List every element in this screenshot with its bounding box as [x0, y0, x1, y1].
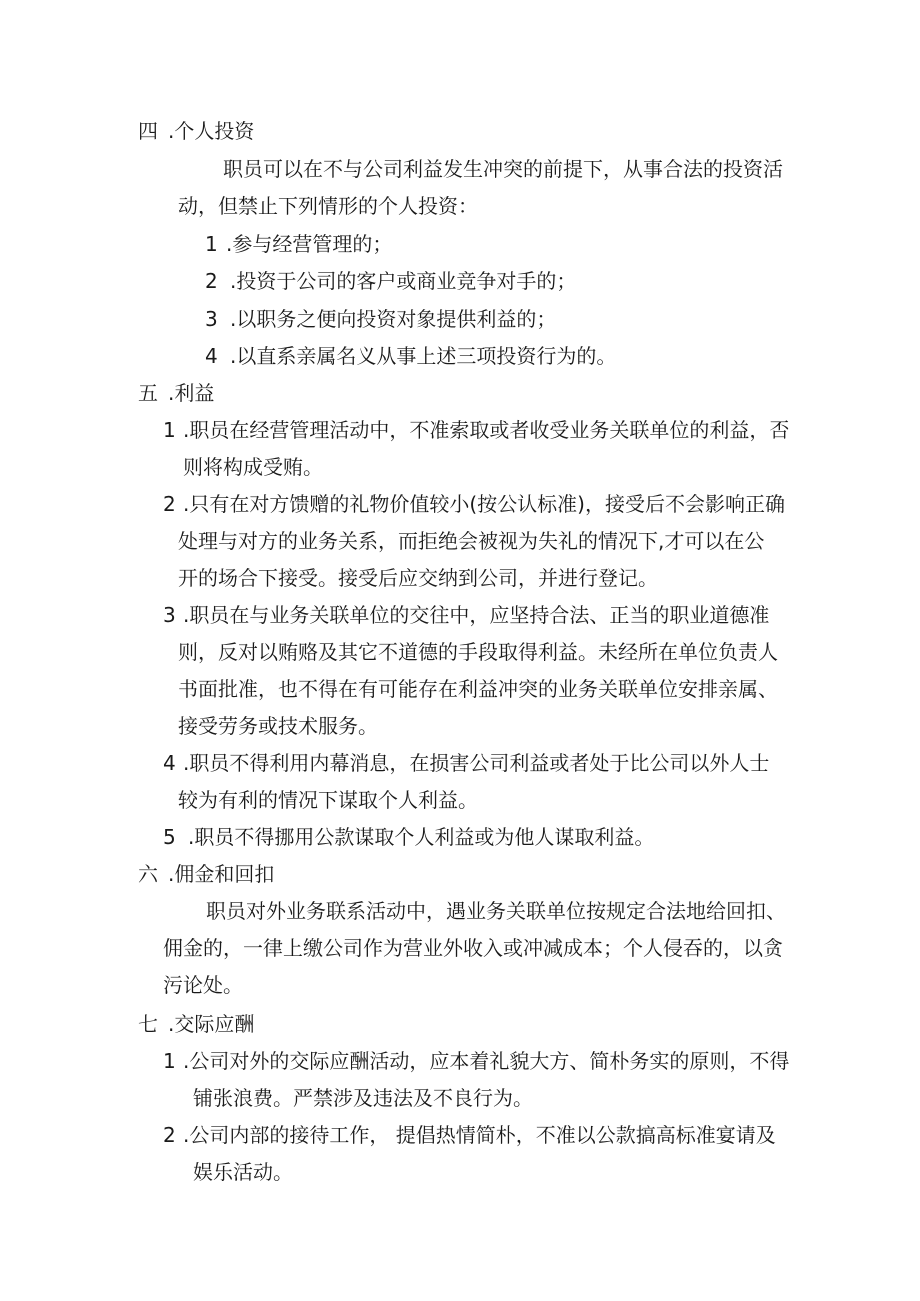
- section-4-para-line-2: 动，但禁止下列情形的个人投资：: [178, 194, 478, 218]
- section-7-item-2-line-1: .公司内部的接待工作， 提倡热情简朴，不准以公款搞高标准宴请及: [183, 1123, 776, 1147]
- section-4-para-line-1: 职员可以在不与公司利益发生冲突的前提下，从事合法的投资活: [223, 157, 783, 181]
- section-4-item-2-text: .投资于公司的客户或商业竞争对手的；: [230, 269, 577, 293]
- section-5-item-1-number: 1: [163, 418, 176, 442]
- section-5-item-5-number: 5: [163, 825, 176, 849]
- section-5-item-2-line-3: 开的场合下接受。接受后应交纳到公司，并进行登记。: [178, 566, 658, 590]
- section-5-item-3-line-1: .职员在与业务关联单位的交往中，应坚持合法、正当的职业道德准: [183, 603, 770, 627]
- section-4-item-3-number: 3: [205, 307, 218, 331]
- section-7-number: 七: [138, 1012, 158, 1036]
- section-5-item-2-number: 2: [163, 492, 176, 516]
- section-7-item-2-number: 2: [163, 1123, 176, 1147]
- section-4-number: 四: [138, 119, 158, 143]
- section-6-para-line-2: 佣金的，一律上缴公司作为营业外收入或冲减成本；个人侵吞的，以贪: [163, 936, 783, 960]
- section-5-item-5-line-1: .职员不得挪用公款谋取个人利益或为他人谋取利益。: [188, 825, 655, 849]
- section-5-item-3-line-3: 书面批准，也不得在有可能存在利益冲突的业务关联单位安排亲属、: [178, 677, 778, 701]
- section-4-title: .个人投资: [168, 119, 255, 143]
- section-4-item-4-text: .以直系亲属名义从事上述三项投资行为的。: [230, 344, 617, 368]
- section-5-item-4-line-1: .职员不得利用内幕消息，在损害公司利益或者处于比公司以外人士: [183, 751, 770, 775]
- section-5-item-4-line-2: 较为有利的情况下谋取个人利益。: [178, 788, 478, 812]
- section-5-item-3-number: 3: [163, 603, 176, 627]
- section-7-item-2-line-2: 娱乐活动。: [193, 1160, 293, 1184]
- section-4-item-2-number: 2: [205, 269, 218, 293]
- section-4-item-1-text: .参与经营管理的；: [226, 232, 393, 256]
- section-5-item-3-line-2: 则，反对以贿赂及其它不道德的手段取得利益。未经所在单位负责人: [178, 640, 778, 664]
- section-4-item-3-text: .以职务之便向投资对象提供利益的；: [230, 307, 557, 331]
- section-6-para-line-1: 职员对外业务联系活动中，遇业务关联单位按规定合法地给回扣、: [206, 899, 786, 923]
- section-5-item-1-line-2: 则将构成受贿。: [183, 455, 323, 479]
- section-5-item-2-line-1: .只有在对方馈赠的礼物价值较小(按公认标准)，接受后不会影响正确: [183, 492, 785, 516]
- section-6-para-line-3: 污论处。: [163, 973, 243, 997]
- section-7-title: .交际应酬: [168, 1012, 255, 1036]
- section-6-title: .佣金和回扣: [168, 862, 275, 886]
- section-4-item-4-number: 4: [205, 344, 218, 368]
- section-5-item-4-number: 4: [163, 751, 176, 775]
- section-4-item-1-number: 1: [205, 232, 218, 256]
- section-7-item-1-line-2: 铺张浪费。严禁涉及违法及不良行为。: [193, 1086, 533, 1110]
- section-6-number: 六: [138, 862, 158, 886]
- section-5-title: .利益: [168, 381, 215, 405]
- section-7-item-1-number: 1: [163, 1049, 176, 1073]
- section-5-item-2-line-2: 处理与对方的业务关系，而拒绝会被视为失礼的情况下,才可以在公: [178, 529, 765, 553]
- section-5-number: 五: [138, 381, 158, 405]
- section-5-item-3-line-4: 接受劳务或技术服务。: [178, 714, 378, 738]
- section-5-item-1-line-1: .职员在经营管理活动中，不准索取或者收受业务关联单位的利益，否: [183, 418, 790, 442]
- section-7-item-1-line-1: .公司对外的交际应酬活动，应本着礼貌大方、简朴务实的原则，不得: [183, 1049, 790, 1073]
